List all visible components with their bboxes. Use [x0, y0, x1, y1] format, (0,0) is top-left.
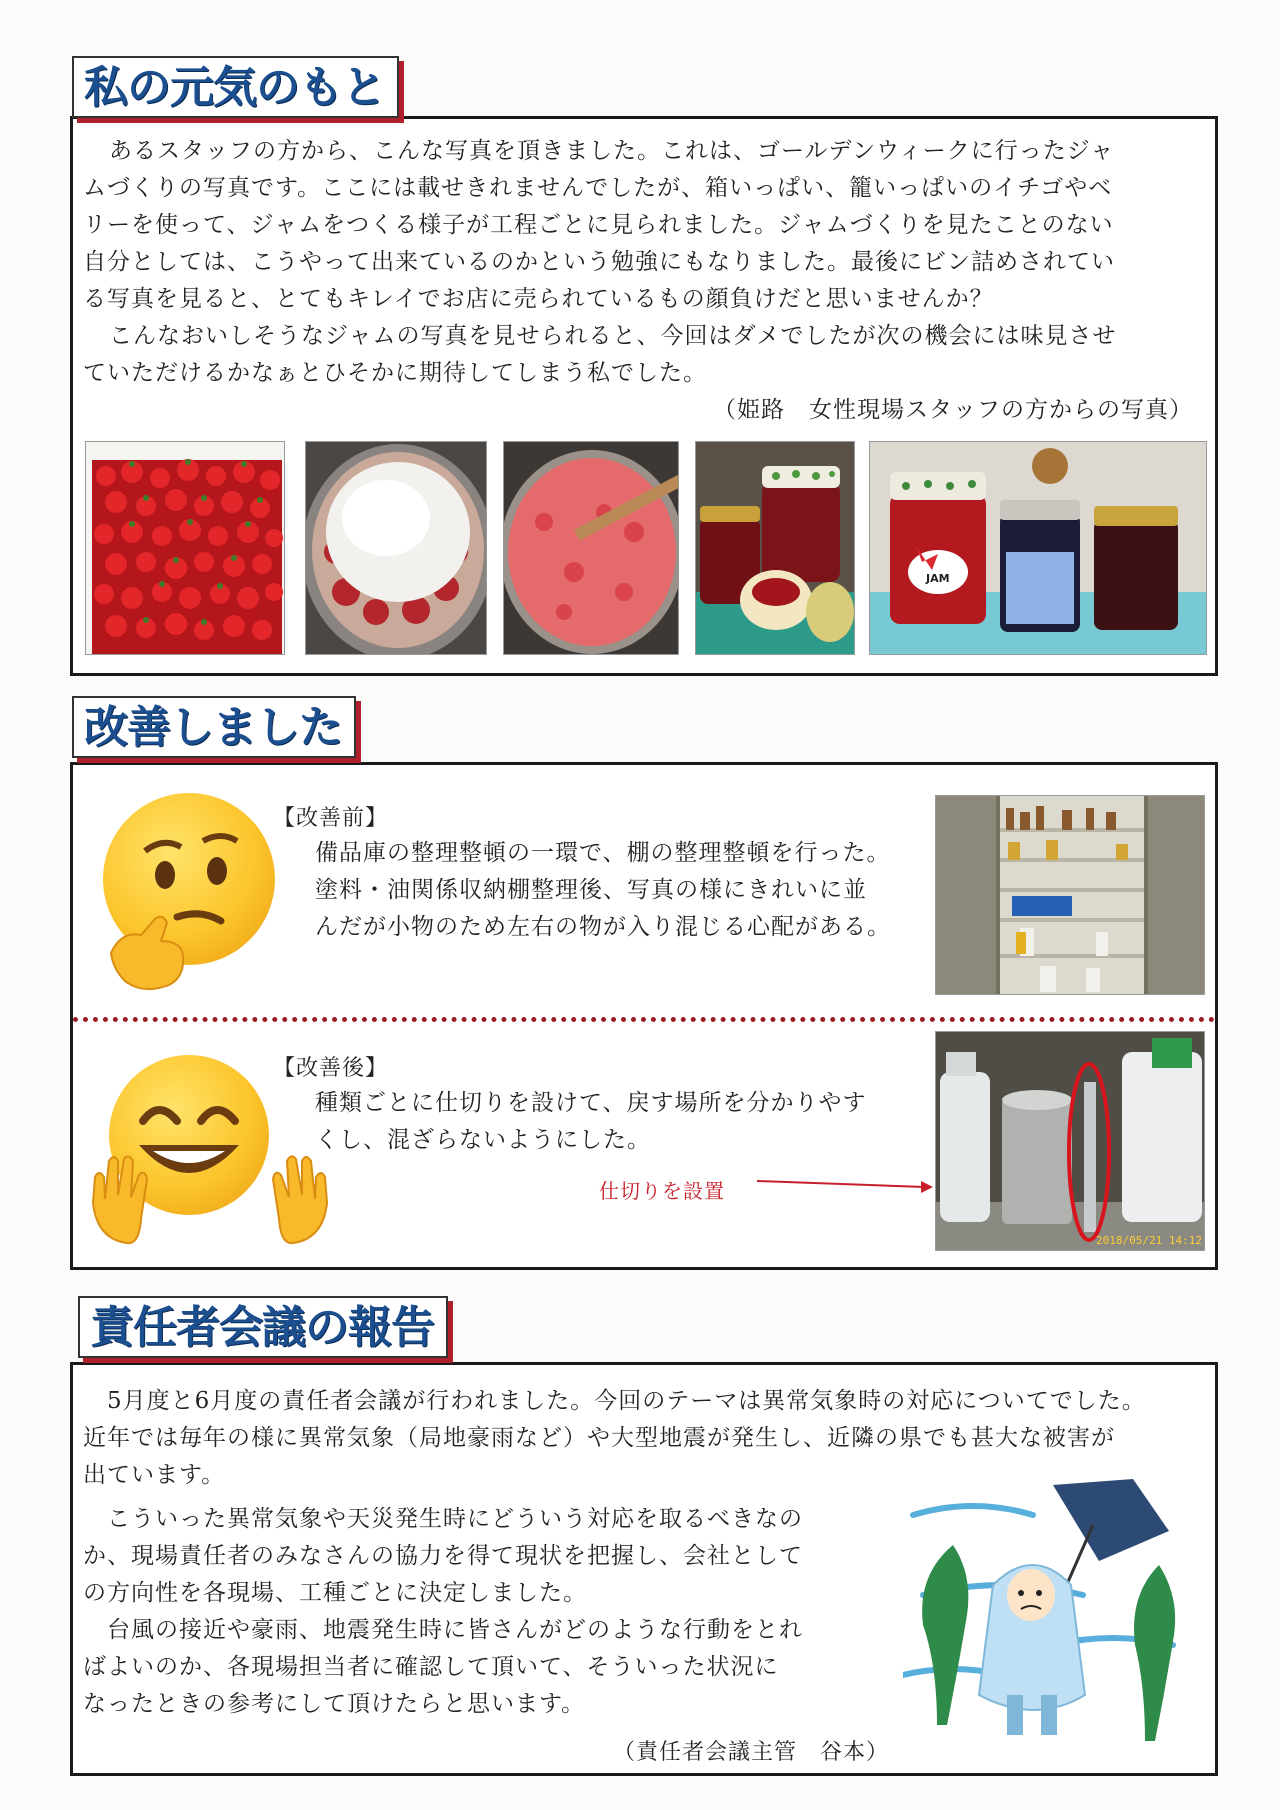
photo-strawberry-box [85, 441, 285, 655]
genki-p1-line-3: リーを使って、ジャムをつくる様子が工程ごとに見られました。ジャムづくりを見たことのない [83, 212, 1114, 238]
meeting-paragraph-2 [83, 1501, 883, 1723]
photo-jam-cooking [503, 441, 679, 655]
jam-label-text: JAM [926, 572, 950, 585]
genki-p1-line-2: ムづくりの写真です。ここには載せきれませんでしたが、箱いっぱい、籠いっぱいのイチゴやベ [83, 175, 1113, 201]
annotation-arrow-icon [757, 1173, 937, 1197]
shelf-photo-timestamp: 2018/05/21 14:12 [1096, 1234, 1202, 1247]
photo-jam-jars-1 [695, 441, 855, 655]
genki-p1-line-4: 自分としては、こうやって出来ているのかという勉強にもなりました。最後にビン詰めされてい [83, 249, 1115, 275]
meeting-p2-line-1: こういった異常気象や天災発生時にどういう対応を取るべきなの [107, 1506, 803, 1532]
after-heading: 【改善後】 [273, 1056, 389, 1081]
shelf-after-image [936, 1032, 1205, 1251]
storm-umbrella-illustration [903, 1475, 1203, 1765]
genki-panel [70, 116, 1218, 676]
before-line-1: 備品庫の整理整頓の一環で、棚の整理整頓を行った。 [315, 840, 891, 866]
shelf-before-image [936, 796, 1205, 995]
photo-sugar-strawberries [305, 441, 487, 655]
section-title-kaizen: 改善しました [72, 696, 356, 758]
meeting-panel [70, 1362, 1218, 1776]
genki-p2-line-1: こんなおいしそうなジャムの写真を見せられると、今回はダメでしたが次の機会には味見させ [109, 323, 1117, 349]
genki-credit: （姫路 女性現場スタッフの方からの写真） [713, 397, 1193, 423]
genki-p1-line-5: る写真を見ると、とてもキレイでお店に売られているもの顔負けだと思いませんか？ [83, 286, 994, 312]
right-hand-icon [263, 1155, 333, 1245]
meeting-p3-line-3: なったときの参考にして頂けたらと思います。 [83, 1691, 586, 1717]
jars-image-1 [696, 442, 855, 655]
jars-image-2 [870, 442, 1207, 655]
genki-paragraph-1 [83, 133, 1203, 429]
after-line-2: くし、混ざらないようにした。 [315, 1127, 651, 1153]
after-line-1: 種類ごとに仕切りを設けて、戻す場所を分かりやす [315, 1090, 867, 1116]
meeting-p3-line-1: 台風の接近や豪雨、地震発生時に皆さんがどのような行動をとれ [107, 1617, 803, 1643]
strawberry-box-image [86, 442, 285, 655]
left-hand-icon [87, 1155, 157, 1245]
kaizen-panel [70, 762, 1218, 1270]
before-text [315, 835, 995, 946]
cooking-pot-image [504, 442, 679, 655]
section-title-genki: 私の元気のもと [72, 56, 399, 118]
meeting-p2-line-2: か、現場責任者のみなさんの協力を得て現状を把握し、会社として [83, 1543, 803, 1569]
genki-p1-line-1: あるスタッフの方から、こんな写真を頂きました。これは、ゴールデンウィークに行ったジャ [109, 138, 1115, 164]
before-heading: 【改善前】 [273, 806, 389, 831]
divider-annotation: 仕切りを設置 [599, 1179, 725, 1203]
meeting-p1-line-2: 近年では毎年の様に異常気象（局地豪雨など）や大型地震が発生し、近隣の県でも甚大な被害が [83, 1425, 1115, 1451]
after-text [315, 1085, 955, 1159]
meeting-p3-line-2: ばよいのか、各現場担当者に確認して頂いて、そういった状況に [83, 1654, 779, 1680]
meeting-credit: （責任者会議主管 谷本） [613, 1740, 890, 1765]
before-after-divider [73, 1017, 1215, 1022]
before-line-2: 塗料・油関係収納棚整理後、写真の様にきれいに並 [315, 877, 867, 903]
meeting-p1-line-1: 5月度と6月度の責任者会議が行われました。今回のテーマは異常気象時の対応についてでした。 [107, 1388, 1146, 1414]
photo-shelf-before [935, 795, 1205, 995]
meeting-p2-line-3: の方向性を各現場、工種ごとに決定しました。 [83, 1580, 587, 1606]
before-line-3: んだが小物のため左右の物が入り混じる心配がある。 [315, 914, 891, 940]
sugar-pot-image [306, 442, 487, 655]
photo-jam-jars-2 [869, 441, 1207, 655]
meeting-p1-line-3: 出ています。 [83, 1462, 226, 1488]
genki-p2-line-2: ていただけるかなぁとひそかに期待してしまう私でした。 [83, 360, 707, 386]
photo-shelf-after [935, 1031, 1205, 1251]
thinking-hand-icon [101, 913, 191, 1003]
section-title-meeting: 責任者会議の報告 [78, 1296, 448, 1358]
